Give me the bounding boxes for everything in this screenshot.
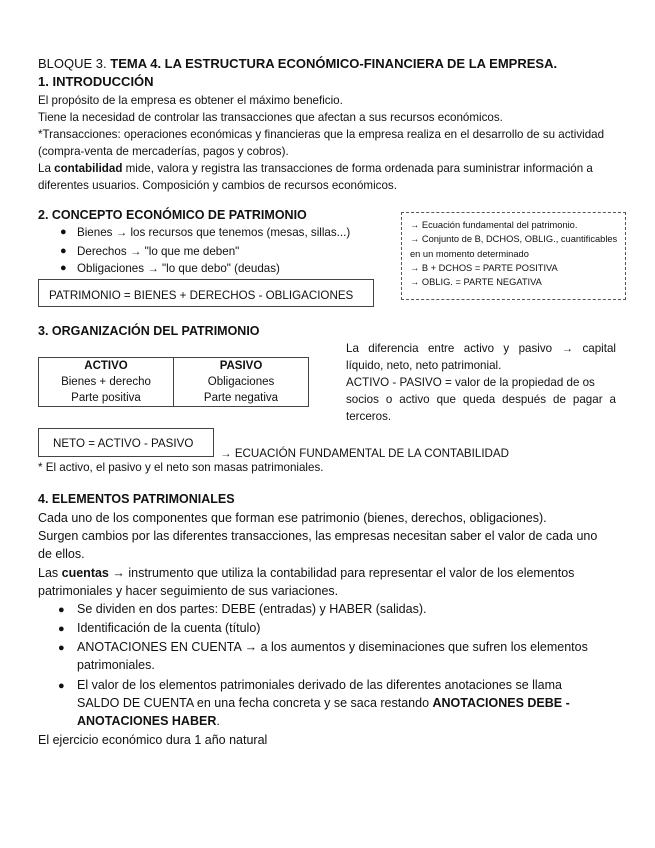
intro-paragraph-2: Tiene la necesidad de controlar las transacciones que afectan a sus recursos económicos. (38, 111, 503, 124)
elementos-bullet-list: ● Se dividen en dos partes: DEBE (entradas) y HABER (salidas). ● Identificación de la cuenta (título) ● ANOTACIONES EN CUENTA → a los aumentos y diseminaciones que sufren los elementos patrimoniales. ● El valor de los elementos patrimoniales derivado de las diferentes anotaciones se llama SALDO DE CUENTA en una fecha concreta y se saca restando ANOTACIONES DEBE - ANOTACIONES HABER. (58, 602, 588, 728)
intro-p4-rest: mide, valora y registra las transacciones de forma ordenada para suministrar información a (122, 162, 593, 175)
elementos-paragraph-3-line-2: patrimoniales y hacer seguimiento de sus variaciones. (38, 584, 339, 598)
patrimonio-formula: PATRIMONIO = BIENES + DERECHOS - OBLIGACIONES (49, 289, 354, 302)
table-cell: Obligaciones (174, 374, 309, 390)
intro-p4-start: La (38, 162, 55, 175)
p3-start: Las (38, 566, 62, 580)
concepto-bullet-list: ● Bienes → los recursos que tenemos (mesas, sillas...) ● Derechos → "lo que me deben" ● Obligaciones → "lo que debo" (deudas) (60, 226, 351, 275)
side-line: ACTIVO - PASIVO = valor de la propiedad de os (346, 376, 595, 389)
bullet-text: Se dividen en dos partes: DEBE (entradas) y HABER (salidas). (77, 602, 427, 616)
elementos-paragraph-2-line-1: Surgen cambios por las diferentes transacciones, las empresas necesitan saber el valor de cada uno (38, 529, 598, 543)
bullet-text-continuation: patrimoniales. (77, 658, 155, 672)
patrimonio-formula-box (38, 279, 374, 307)
bullet-text: El valor de los elementos patrimoniales derivado de las diferentes anotaciones se llama (77, 678, 562, 692)
side-line: socios o activo que queda después de pagar a (346, 393, 616, 406)
intro-p4-bold: contabilidad (54, 162, 123, 175)
note-line: → OBLIG. = PARTE NEGATIVA (410, 277, 542, 288)
organizacion-side-text (346, 340, 616, 425)
elementos-paragraph-2-line-2: de ellos. (38, 547, 85, 561)
intro-paragraph-3-line-1: *Transacciones: operaciones económicas y financieras que la empresa realiza en el desarrollo de su actividad (38, 128, 605, 141)
pasivo-header: PASIVO (174, 358, 309, 375)
page-title (38, 55, 557, 73)
neto-formula-box (38, 428, 214, 457)
patrimonio-note-box (401, 212, 626, 300)
elementos-paragraph-1: Cada uno de los componentes que forman ese patrimonio (bienes, derechos, obligaciones). (38, 511, 547, 525)
table-cell: Parte negativa (174, 390, 309, 407)
note-line: → Ecuación fundamental del patrimonio. (410, 220, 578, 230)
table-cell: Parte positiva (39, 390, 174, 407)
elementos-paragraph-3-line-1 (38, 564, 574, 582)
neto-formula: NETO = ACTIVO - PASIVO (53, 437, 194, 450)
intro-paragraph-3-line-2: (compra-venta de mercaderías, pagos y cobros). (38, 145, 289, 158)
saldo-text: SALDO DE CUENTA en una fecha concreta y se saca restando (77, 696, 433, 710)
table-cell: Bienes + derecho (39, 374, 174, 390)
section-1-heading: 1. INTRODUCCIÓN (38, 74, 154, 89)
p3-bold: cuentas (61, 566, 109, 580)
bullet-text-continuation (77, 712, 220, 730)
saldo-end: . (216, 714, 220, 728)
ecuacion-fundamental-label: → ECUACIÓN FUNDAMENTAL DE LA CONTABILIDAD (220, 447, 510, 460)
intro-paragraph-4-line-2: diferentes usuarios. Composición y cambios de recursos económicos. (38, 179, 397, 192)
bullet-text: ANOTACIONES EN CUENTA → a los aumentos y diseminaciones que sufren los elementos (77, 640, 588, 654)
note-line: en un momento determinado (410, 248, 529, 259)
section-2-heading: 2. CONCEPTO ECONÓMICO DE PATRIMONIO (38, 208, 307, 222)
activo-header: ACTIVO (39, 358, 174, 375)
saldo-bold: ANOTACIONES DEBE - (432, 696, 570, 710)
section-4-heading: 4. ELEMENTOS PATRIMONIALES (38, 492, 235, 506)
section-3-heading: 3. ORGANIZACIÓN DEL PATRIMONIO (38, 324, 260, 338)
saldo-bold-2: ANOTACIONES HABER (77, 714, 217, 728)
intro-paragraph-1: El propósito de la empresa es obtener el máximo beneficio. (38, 94, 343, 107)
bullet-text: Obligaciones → "lo que debo" (deudas) (77, 262, 280, 275)
note-line: → Conjunto de B, DCHOS, OBLIG., cuantificables (410, 234, 618, 245)
side-line: líquido, neto, neto patrimonial. (346, 359, 502, 372)
masas-footnote: * El activo, el pasivo y el neto son masas patrimoniales. (38, 461, 324, 474)
bullet-text-continuation (77, 694, 570, 712)
title-main: TEMA 4. LA ESTRUCTURA ECONÓMICO-FINANCIERA DE LA EMPRESA. (110, 56, 558, 71)
note-line: → B + DCHOS = PARTE POSITIVA (410, 262, 558, 273)
ejercicio-economico-text: El ejercicio económico dura 1 año natural (38, 733, 268, 747)
patrimonio-table (38, 357, 309, 407)
side-line: terceros. (346, 410, 392, 423)
side-line: La diferencia entre activo y pasivo → capital (346, 342, 616, 355)
intro-paragraph-4-line-1 (38, 160, 593, 177)
bullet-text: Identificación de la cuenta (título) (77, 621, 261, 635)
bullet-text: Bienes → los recursos que tenemos (mesas, sillas...) (77, 226, 351, 239)
bullet-text: Derechos → "lo que me deben" (77, 245, 240, 258)
title-prefix: BLOQUE 3. (38, 56, 111, 71)
p3-rest: → instrumento que utiliza la contabilidad para representar el valor de los elementos (108, 566, 575, 580)
